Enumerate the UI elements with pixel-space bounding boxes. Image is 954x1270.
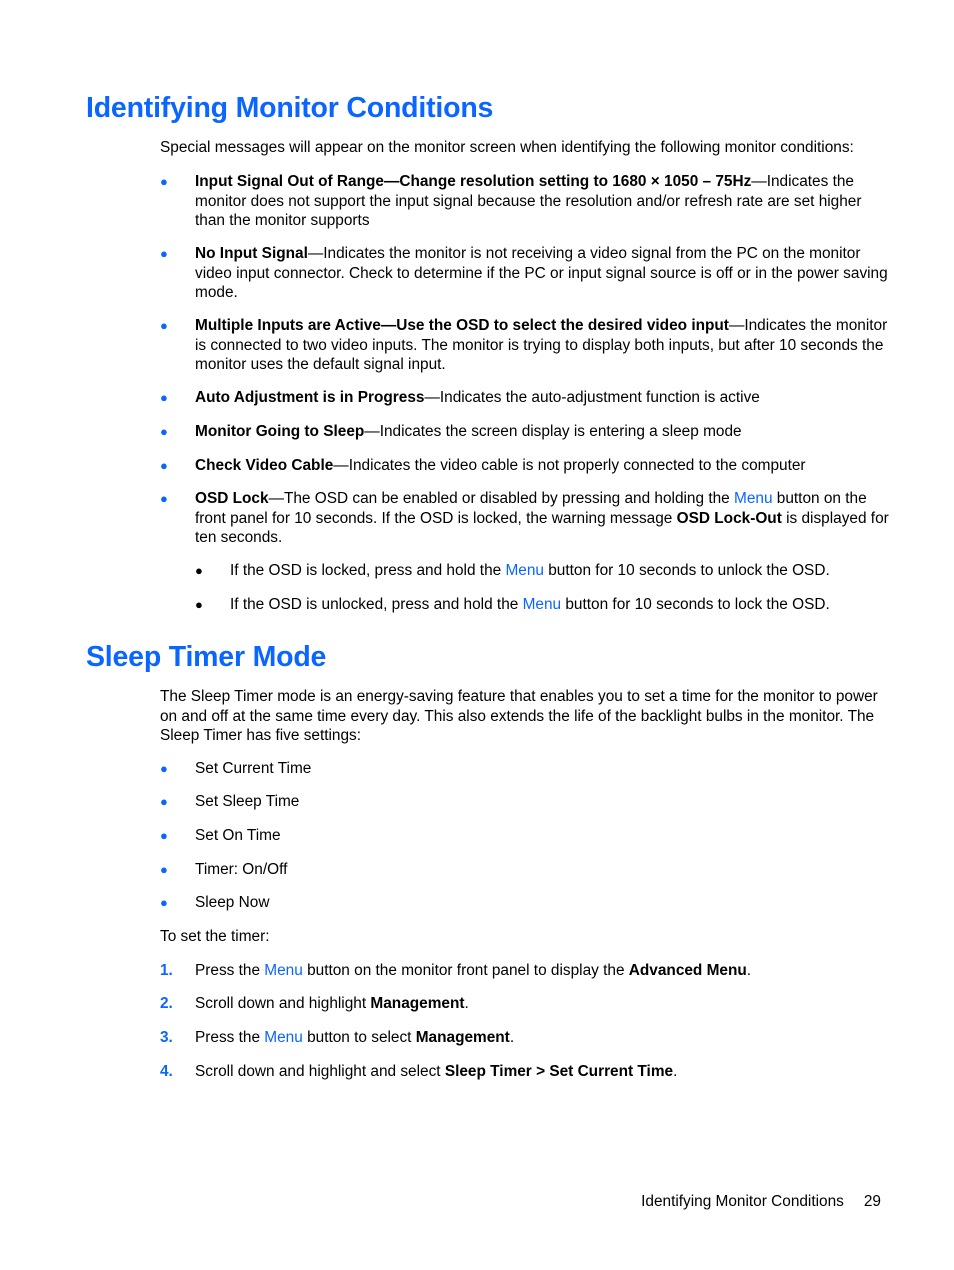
text-run: button on the monitor front panel to display the: [302, 962, 629, 979]
menu-link[interactable]: Menu: [264, 1029, 303, 1046]
menu-link[interactable]: Menu: [734, 490, 773, 507]
step-number: 4.: [160, 1063, 173, 1080]
condition-name: No Input Signal: [195, 245, 308, 262]
list-item: [160, 172, 900, 231]
text-run: .: [509, 1029, 515, 1046]
bullet-icon: ●: [160, 246, 168, 261]
setting-label: Set On Time: [195, 827, 281, 844]
step-item: [160, 994, 900, 1014]
text-run: button for 10 seconds to lock the OSD.: [561, 596, 830, 613]
condition-name: Auto Adjustment is in Progress: [195, 389, 425, 406]
step-item: [160, 961, 900, 981]
text-run: is displayed for ten seconds.: [195, 509, 889, 546]
list-item: [160, 759, 900, 779]
text-run: If the OSD is locked, press and hold the: [230, 562, 506, 579]
step-number: 2.: [160, 995, 173, 1012]
bullet-icon: ●: [195, 563, 203, 578]
text-run: button for 10 seconds to unlock the OSD.: [543, 562, 830, 579]
footer-title: Identifying Monitor Conditions: [641, 1193, 844, 1210]
setting-label: Set Sleep Time: [195, 793, 300, 810]
list-item: [160, 388, 900, 408]
bullet-icon: ●: [160, 794, 168, 809]
ui-term: Management: [370, 995, 465, 1012]
sub-list-item: [195, 561, 895, 581]
condition-name: Check Video Cable: [195, 457, 334, 474]
text-run: .: [464, 995, 469, 1012]
bullet-icon: ●: [160, 174, 168, 189]
condition-name: Monitor Going to Sleep: [195, 423, 365, 440]
setting-label: Sleep Now: [195, 894, 270, 911]
text-run: Press the: [195, 962, 265, 979]
section-title-sleep-timer: Sleep Timer Mode: [86, 641, 327, 673]
sub-list-item: [195, 595, 895, 615]
setting-label: Set Current Time: [195, 760, 312, 777]
list-item-osd-lock: [160, 489, 900, 548]
text-run: button on the front panel for 10 seconds. If the OSD is locked, the warning message: [195, 490, 867, 527]
menu-link[interactable]: Menu: [505, 562, 544, 579]
step-item: [160, 1028, 900, 1048]
condition-description: —Indicates the monitor does not support the input signal because the resolution and/or refresh rate are set higher than the monitor supports: [195, 173, 862, 229]
condition-name: Input Signal Out of Range—Change resolution setting to 1680 × 1050 – 75Hz: [195, 173, 752, 190]
text-run: Scroll down and highlight and select: [195, 1063, 445, 1080]
text-run: button to select: [302, 1029, 416, 1046]
ui-term: Sleep Timer > Set Current Time: [444, 1063, 674, 1080]
setting-label: Timer: On/Off: [195, 861, 288, 878]
text-run: Press the: [195, 1029, 265, 1046]
text-run: —The OSD can be enabled or disabled by pressing and holding the: [268, 490, 735, 507]
bullet-icon: ●: [160, 828, 168, 843]
bullet-icon: ●: [195, 597, 203, 612]
condition-name: Multiple Inputs are Active—Use the OSD to select the desired video input: [195, 317, 729, 334]
bullet-icon: ●: [160, 895, 168, 910]
page-number: 29: [863, 1193, 881, 1210]
bullet-icon: ●: [160, 424, 168, 439]
list-item: [160, 792, 900, 812]
warning-message-name: OSD Lock-Out: [676, 509, 782, 527]
ui-term: Advanced Menu: [628, 962, 747, 979]
list-item: [160, 893, 900, 913]
condition-description: —Indicates the monitor is connected to two video inputs. The monitor is trying to display both inputs, but after 10 seconds the monitor uses the default signal input.: [195, 317, 888, 373]
bullet-icon: ●: [160, 390, 168, 405]
list-item: [160, 244, 900, 303]
to-set-label: To set the timer:: [160, 928, 270, 945]
condition-name: OSD Lock: [195, 490, 269, 507]
bullet-icon: ●: [160, 862, 168, 877]
list-item: [160, 456, 900, 476]
bullet-icon: ●: [160, 318, 168, 333]
section-title-identifying: Identifying Monitor Conditions: [86, 92, 494, 124]
intro-paragraph: Special messages will appear on the monitor screen when identifying the following monitor conditions:: [160, 139, 854, 156]
step-item: [160, 1062, 900, 1082]
menu-link[interactable]: Menu: [522, 596, 562, 613]
text-run: Scroll down and highlight: [195, 995, 371, 1012]
list-item: [160, 826, 900, 846]
condition-description: —Indicates the monitor is not receiving a video signal from the PC on the monitor video input connector. Check to determine if the PC or input signal source is off or in the power saving mode.: [195, 245, 888, 301]
condition-description: —Indicates the video cable is not properly connected to the computer: [333, 457, 806, 474]
text-run: If the OSD is unlocked, press and hold the: [230, 596, 523, 613]
text-run: .: [746, 962, 752, 979]
condition-description: —Indicates the auto-adjustment function is active: [424, 389, 760, 406]
bullet-icon: ●: [160, 491, 168, 506]
bullet-icon: ●: [160, 761, 168, 776]
sleep-intro-paragraph: The Sleep Timer mode is an energy-saving feature that enables you to set a time for the monitor to power on and off at the same time every day. This also extends the life of the backlight bulbs in the monitor. The Sleep Timer has five settings:: [160, 688, 878, 744]
text-run: .: [673, 1063, 678, 1080]
list-item: [160, 860, 900, 880]
page-footer: [641, 1192, 881, 1212]
list-item: [160, 422, 900, 442]
condition-description: —Indicates the screen display is entering a sleep mode: [364, 423, 742, 440]
step-number: 3.: [160, 1029, 173, 1046]
step-number: 1.: [160, 962, 173, 979]
menu-link[interactable]: Menu: [264, 962, 303, 979]
list-item: [160, 316, 900, 375]
bullet-icon: ●: [160, 458, 168, 473]
ui-term: Management: [415, 1029, 510, 1046]
